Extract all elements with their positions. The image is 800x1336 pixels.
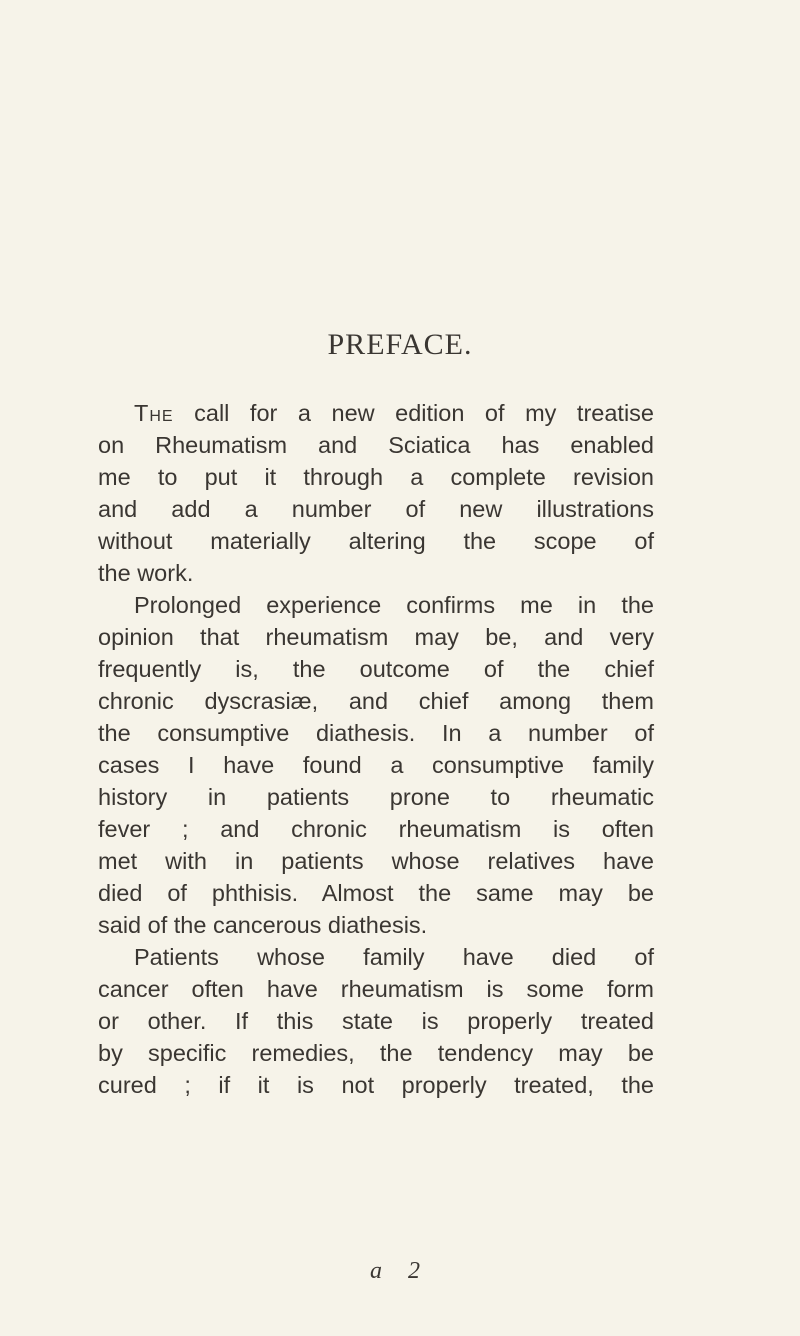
text-line: cured ; if it is not properly treated, the	[98, 1072, 654, 1098]
text-line: by specific remedies, the tendency may be	[98, 1040, 654, 1066]
text-line: Prolonged experience confirms me in the	[134, 592, 654, 618]
text-line: chronic dyscrasiæ, and chief among them	[98, 688, 654, 714]
text-line: opinion that rheumatism may be, and very	[98, 624, 654, 650]
page-heading: PREFACE.	[327, 328, 473, 361]
text-line: Patients whose family have died of	[134, 944, 654, 970]
text-line: frequently is, the outcome of the chief	[98, 656, 654, 682]
text-line: died of phthisis. Almost the same may be	[98, 880, 654, 906]
text-line: cases I have found a consumptive family	[98, 752, 654, 778]
printer-signature-mark: a 2	[370, 1258, 430, 1284]
text-line: the consumptive diathesis. In a number of	[98, 720, 654, 746]
text-line: me to put it through a complete revision	[98, 464, 654, 490]
text-line: cancer often have rheumatism is some form	[98, 976, 654, 1002]
text-line: the work.	[98, 560, 194, 586]
text-line-1-rest: call for a new edition of my treatise	[173, 400, 654, 426]
text-line: without materially altering the scope of	[98, 528, 654, 554]
text-line: met with in patients whose relatives have	[98, 848, 654, 874]
text-line: or other. If this state is properly treated	[98, 1008, 654, 1034]
text-line: and add a number of new illustrations	[98, 496, 654, 522]
text-line: said of the cancerous diathesis.	[98, 912, 428, 938]
text-line: fever ; and chronic rheumatism is often	[98, 816, 654, 842]
opening-word: The	[134, 400, 174, 426]
text-line-1	[134, 397, 654, 429]
text-line: history in patients prone to rheumatic	[98, 784, 654, 810]
text-line: on Rheumatism and Sciatica has enabled	[98, 432, 654, 458]
